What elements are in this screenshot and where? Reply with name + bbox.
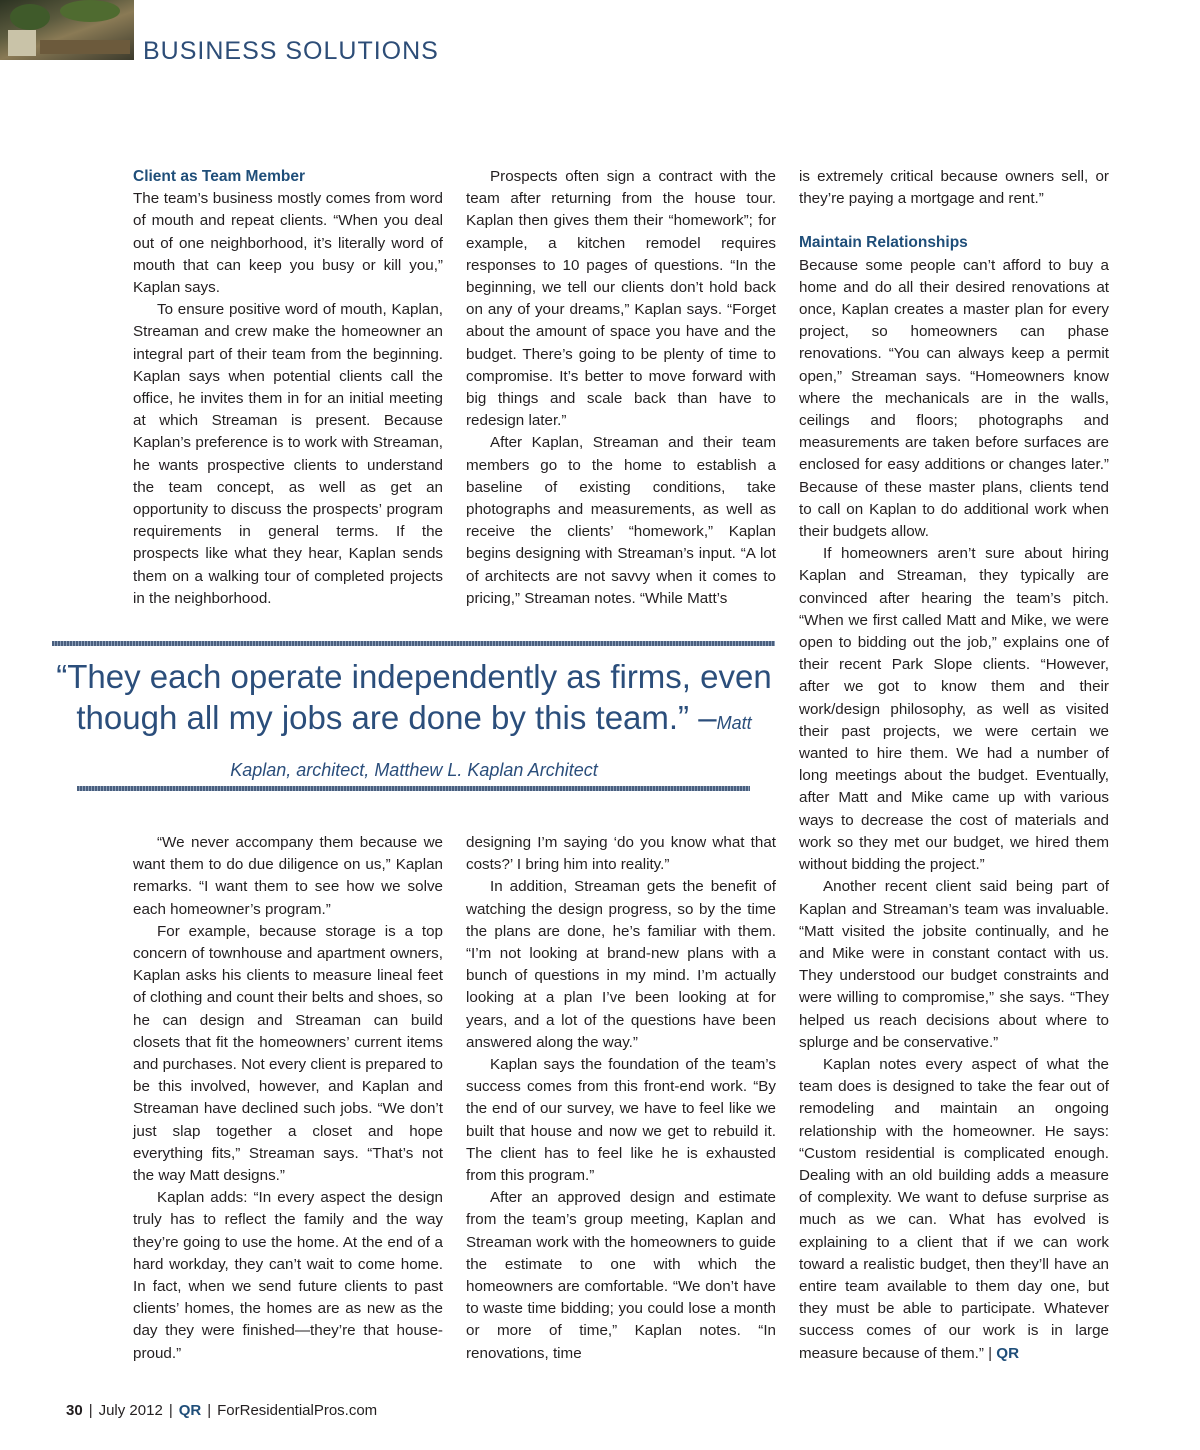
paragraph: Prospects often sign a contract with the team after returning from the house tour. Kaplan then gives them their “homework”; for example, a kitchen remodel requires responses to 10 pages of questions. “In the beginning, we tell our clients don’t hold back on any of your dreams,” Kaplan says. “Forget about the amount of space you have and the budget. There’s going to be plenty of time to compromise. It’s better to move forward with big things and scale back than have to redesign later.” — [466, 168, 776, 430]
heading-client-as-team-member: Client as Team Member — [133, 168, 305, 185]
column-2-bottom — [466, 832, 776, 1365]
paragraph: Because some people can’t afford to buy a home and do all their desired renovations at once, Kaplan creates a master plan for every project, so homeowners can phase renovations. “You can always keep a permit open,” Streaman says. “Homeowners know where the mechanicals are in the walls, ceilings and floors; photographs and measurements are taken before surfaces are enclosed for easy additions or changes later.” Because of these master plans, clients tend to call on Kaplan to do additional work when their budgets allow. — [799, 256, 1109, 541]
heading-maintain-relationships: Maintain Relationships — [799, 234, 968, 252]
paragraph: Kaplan says the foundation of the team’s success comes from this front-end work. “By the end of our survey, we have to feel like we built that house and now we get to rebuild it. The client has to feel like he is exhausted from this program.” — [466, 1056, 776, 1185]
pull-quote-text: “They each operate independently as firms, even though all my jobs are done by this team.” – — [56, 658, 772, 736]
paragraph: “We never accompany them because we want them to do due diligence on us,” Kaplan remarks. “I want them to see how we solve each homeowner’s program.” — [133, 834, 443, 918]
paragraph: To ensure positive word of mouth, Kaplan, Streaman and crew make the homeowner an integral part of their team from the beginning. Kaplan says when potential clients call the office, he invites them in for an initial meeting at which Streaman is present. Because Kaplan’s preference is to work with Streaman, he wants prospective clients to understand the team concept, as well as get an opportunity to discuss the prospects’ program requirements in general terms. If the prospects like what they hear, Kaplan sends them on a walking tour of completed projects in the neighborhood. — [133, 301, 443, 607]
end-mark: QR — [996, 1344, 1020, 1362]
paragraph: designing I’m saying ‘do you know what that costs?’ I bring him into reality.” — [466, 834, 776, 874]
pull-quote-rule-bottom — [77, 786, 750, 791]
pull-quote-rule-top — [52, 641, 775, 646]
paragraph: After an approved design and estimate from the team’s group meeting, Kaplan and Streaman work with the homeowners to guide the estimate to one with which the homeowners are comfortable. “We don’t have to waste time bidding; you could lose a month or more of time,” Kaplan notes. “In renovations, time — [466, 1189, 776, 1362]
column-3 — [799, 166, 1109, 1365]
brand-mark: QR — [178, 1402, 202, 1419]
page-footer: 30 | July 2012 | QR | ForResidentialPros.com — [66, 1402, 378, 1419]
paragraph: In addition, Streaman gets the benefit of watching the design progress, so by the time the plans are done, he’s familiar with them. “I’m not looking at brand-new plans with a bunch of questions in my mind. I’m actually looking at a plan I’ve been looking at for years, and a lot of the questions have been answered along the way.” — [466, 878, 776, 1051]
paragraph-final: Kaplan notes every aspect of what the team does is designed to take the fear out of remodeling and maintain an ongoing relationship with the homeowner. He says: “Custom residential is complicated enough. Dealing with an old building adds a measure of complexity. We want to defuse surprise as much as we can. What has evolved is explaining to a client that if we can work toward a realistic budget, then they’ll have an entire team available to them day one, but they must be able to participate. Whatever success comes of our work is in large measure because of them.” | QR — [799, 1055, 1109, 1362]
header-thumbnail-photo — [0, 0, 134, 60]
website-link[interactable]: ForResidentialPros.com — [217, 1402, 378, 1419]
pull-quote-attribution: Matt Kaplan, architect, Matthew L. Kaplan Architect — [230, 713, 752, 780]
column-1-bottom — [133, 832, 443, 1365]
paragraph-text: Kaplan notes every aspect of what the team does is designed to take the fear out of remodeling and maintain an ongoing relationship with the homeowner. He says: “Custom residential is complicated enough. Dealing with an old building adds a measure of complexity. We want to defuse surprise as much as we can. What has evolved is explaining to a client that if we can work toward a realistic budget, then they’ll have an entire team available to them day one, but they must be able to participate. Whatever success comes of our work is in large measure because of them.” — [799, 1055, 1109, 1362]
paragraph: Another recent client said being part of Kaplan and Streaman’s team was invaluable. “Matt visited the jobsite continually, and he and Mike were in constant contact with us. They understood our budget constraints and were willing to compromise,” she says. “They helped us reach decisions about where to splurge and be conservative.” — [799, 878, 1109, 1051]
paragraph: If homeowners aren’t sure about hiring Kaplan and Streaman, they typically are convinced after hearing the team’s pitch. “When we first called Matt and Mike, we were open to bidding out the job,” explains one of their recent Park Slope clients. “However, after we got to know them and their work/design philosophy, as well as visited their past projects, we were certain we wanted to hire them. We had a number of long meetings about the budget. Eventually, after Matt and Mike came up with various ways to decrease the cost of materials and work so they met our budget, we hired them without bidding the project.” — [799, 545, 1109, 874]
page-number: 30 — [66, 1402, 83, 1419]
paragraph: The team’s business mostly comes from word of mouth and repeat clients. “When you deal out of one neighborhood, it’s literally word of mouth that can keep you busy or kill you,” Kaplan says. — [133, 190, 443, 297]
pull-quote — [50, 656, 778, 791]
paragraph: After Kaplan, Streaman and their team members go to the home to establish a baseline of existing conditions, take photographs and measurements, as well as receive the clients’ “homework,” Kaplan begins designing with Streaman’s input. “A lot of architects are not savvy when it comes to pricing,” Streaman notes. “While Matt’s — [466, 434, 776, 607]
paragraph: is extremely critical because owners sell, or they’re paying a mortgage and rent.” — [799, 168, 1109, 208]
issue-date: July 2012 — [98, 1402, 163, 1419]
paragraph: Kaplan adds: “In every aspect the design truly has to reflect the family and the way they’re going to use the home. At the end of a hard workday, they can’t wait to come home. In fact, when we send future clients to past clients’ homes, the homes are as new as the day they were finished—they’re that house-proud.” — [133, 1189, 443, 1362]
paragraph: For example, because storage is a top concern of townhouse and apartment owners, Kaplan asks his clients to measure lineal feet of clothing and count their belts and shoes, so he can design and Streaman can build closets that fit the homeowners’ current items and purchases. Not every client is prepared to be this involved, however, and Kaplan and Streaman have declined such jobs. “We don’t just slap together a closet and hope everything fits,” Streaman says. “That’s not the way Matt designs.” — [133, 922, 443, 1185]
section-title: BUSINESS SOLUTIONS — [143, 37, 439, 65]
column-2-top — [466, 166, 776, 610]
column-1-top — [133, 166, 443, 610]
